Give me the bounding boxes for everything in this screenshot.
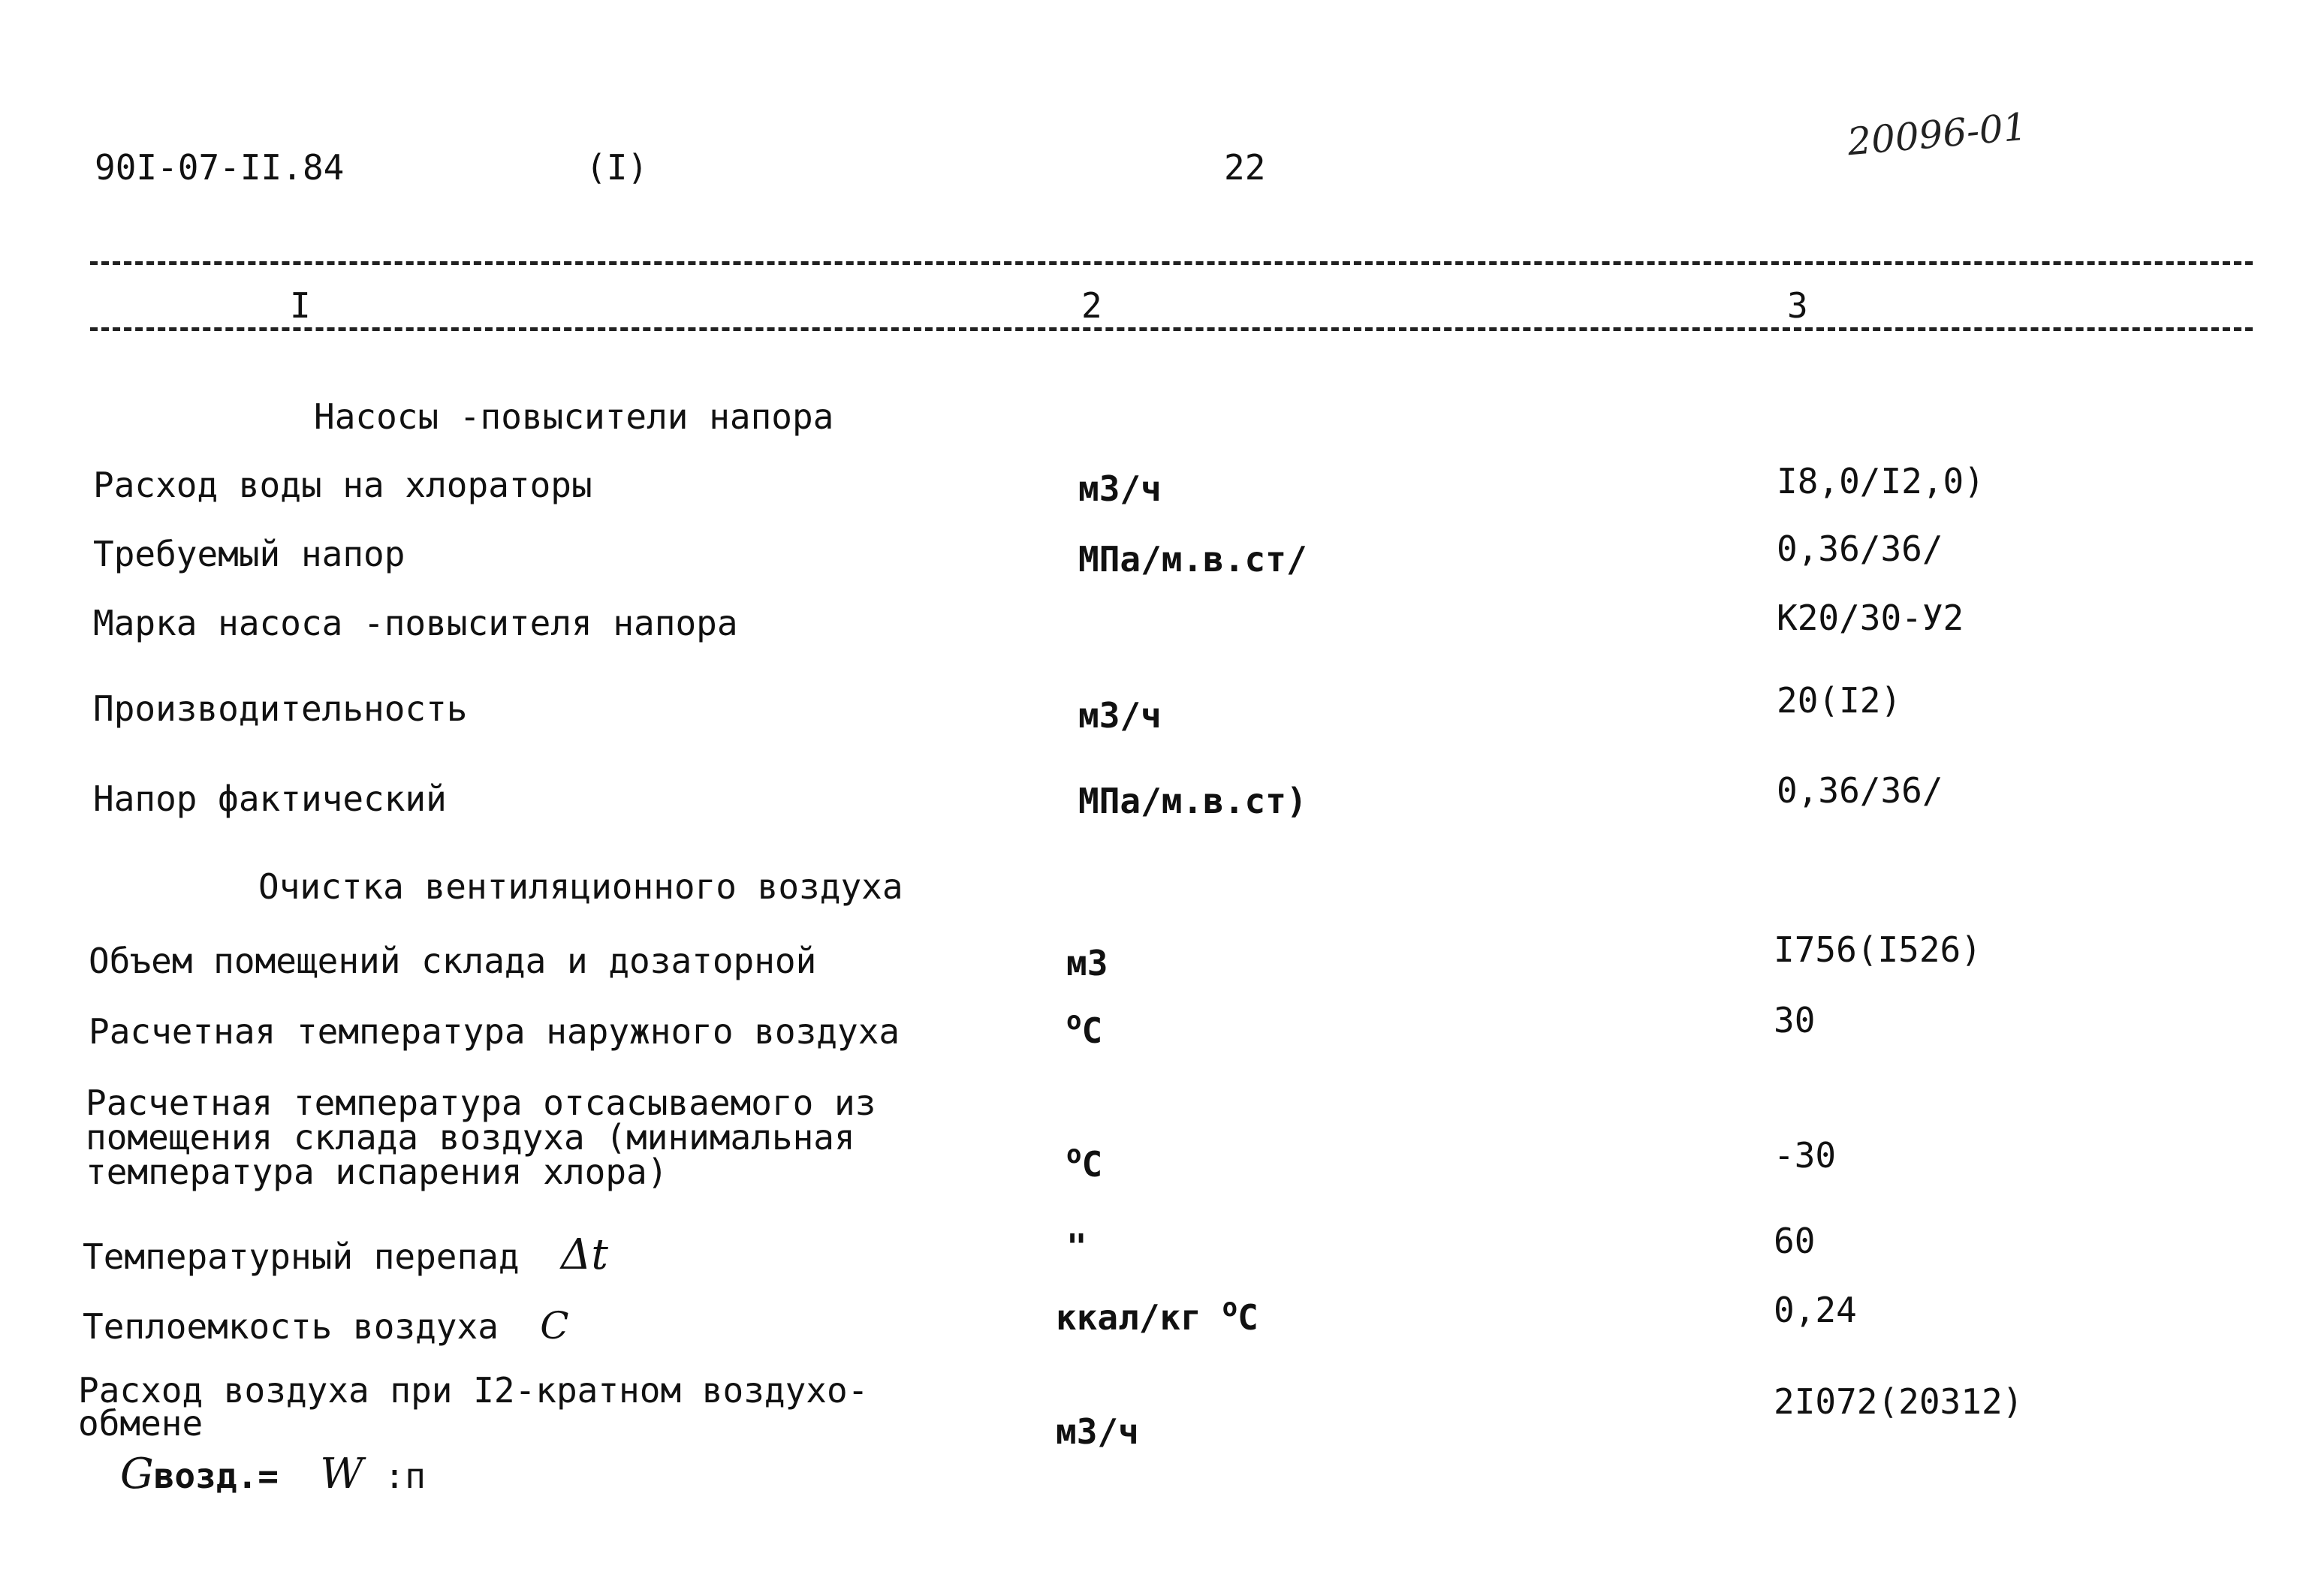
top-dashed-rule <box>90 261 2253 265</box>
row-unit: м3/ч <box>1078 468 1162 509</box>
section-title-ventilation: Очистка вентиляционного воздуха <box>258 866 903 907</box>
row-unit: м3/ч <box>1056 1411 1139 1452</box>
row-value: 30 <box>1774 1000 1816 1040</box>
row-value: К20/30-У2 <box>1777 598 1964 638</box>
row-label: Напор фактический <box>93 778 447 819</box>
handwritten-sheet-number: 20096-01 <box>1845 104 2029 164</box>
row-value: 0,24 <box>1774 1290 1857 1330</box>
airflow-formula: Gвозд.= W :п <box>120 1450 426 1498</box>
row-value: 0,36/36/ <box>1777 770 1943 811</box>
row-value: I756(I526) <box>1774 929 1982 970</box>
row-unit: " <box>1066 1227 1087 1267</box>
row-label: Температурный перепад Δt <box>83 1230 608 1279</box>
row-unit: МПа/м.в.ст/ <box>1078 539 1307 580</box>
part-number: (I) <box>586 147 649 188</box>
row-unit: МПа/м.в.ст) <box>1078 781 1307 821</box>
column-3-number: 3 <box>1787 285 1808 326</box>
column-2-number: 2 <box>1081 285 1102 326</box>
row-unit: м3 <box>1066 943 1108 983</box>
column-1-number: I <box>290 285 311 326</box>
row-label: Требуемый напор <box>93 534 405 574</box>
row-label: Расчетная температура отсасываемого из помещения склада воздуха (минимальная температура испарения хлора) <box>86 1083 876 1192</box>
row-value: 2I072(20312) <box>1774 1381 2024 1422</box>
delta-t-symbol: Δt <box>560 1230 608 1279</box>
row-label: Расход воздуха при I2-кратном воздухо-обмене <box>78 1370 869 1444</box>
document-code: 90I-07-II.84 <box>95 147 345 188</box>
row-unit: $^о$С <box>1066 1006 1103 1051</box>
c-symbol: С <box>540 1304 569 1348</box>
g-symbol: G <box>120 1450 154 1498</box>
row-value: 20(I2) <box>1777 680 1902 721</box>
row-unit: ккал/кг $^о$С <box>1056 1293 1259 1338</box>
row-label: Производительность <box>93 688 468 729</box>
row-value: 0,36/36/ <box>1777 528 1943 569</box>
row-label: Расчетная температура наружного воздуха <box>89 1011 900 1052</box>
row-unit: $^о$С <box>1066 1140 1103 1185</box>
row-label: Теплоемкость воздуха С <box>83 1304 569 1348</box>
row-label: Объем помещений склада и дозаторной <box>89 941 817 981</box>
page-number: 22 <box>1224 147 1266 188</box>
row-unit: м3/ч <box>1078 695 1162 736</box>
row-label: Расход воды на хлораторы <box>93 465 592 505</box>
row-value: -30 <box>1774 1135 1837 1176</box>
w-symbol: W <box>320 1450 363 1498</box>
row-label: Марка насоса -повысителя напора <box>93 603 738 643</box>
row-value: 60 <box>1774 1221 1816 1261</box>
section-title-pumps: Насосы -повысители напора <box>314 396 834 437</box>
row-value: I8,0/I2,0) <box>1777 461 1985 501</box>
bottom-dashed-rule <box>90 327 2253 331</box>
